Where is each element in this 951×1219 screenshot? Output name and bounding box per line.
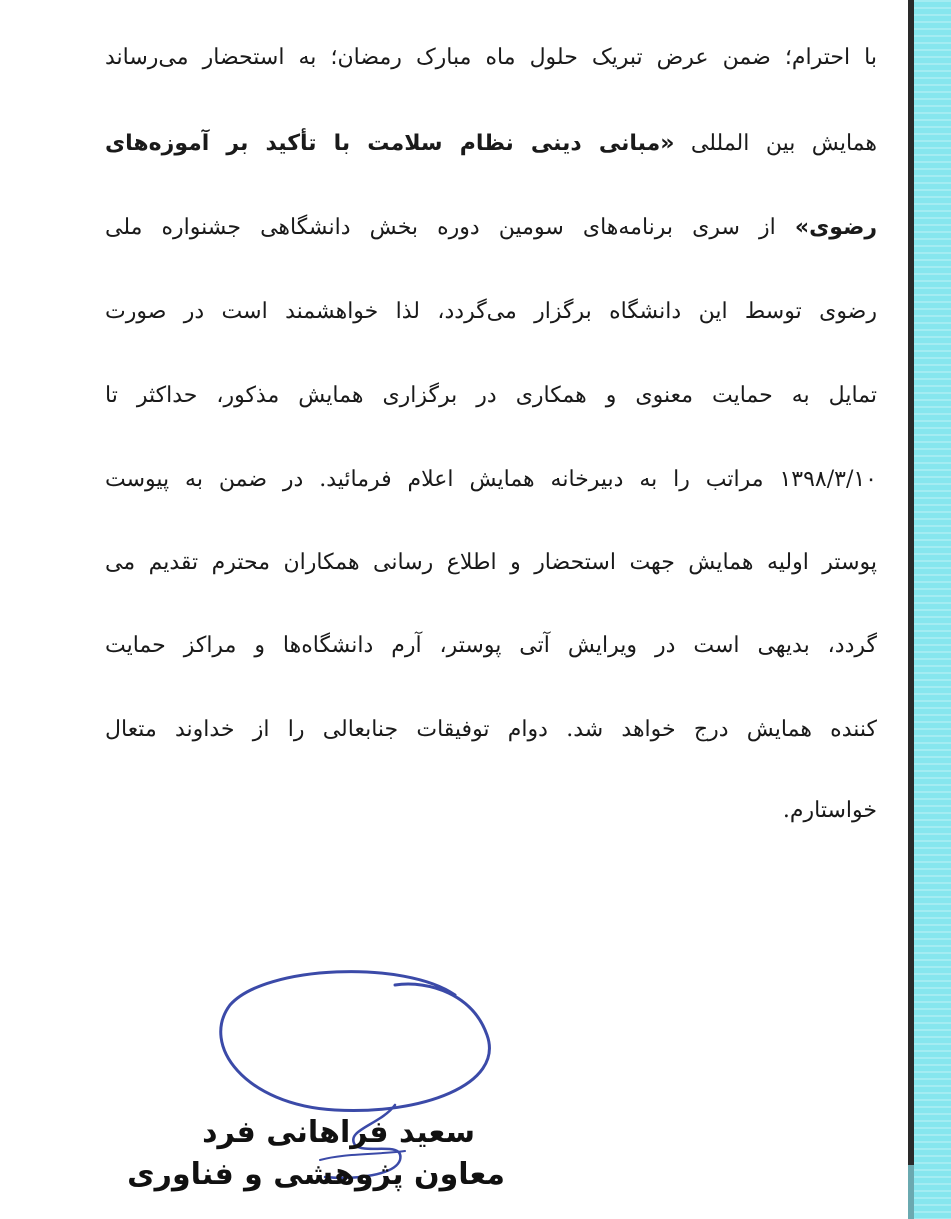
letter-line-3 (105, 208, 877, 248)
letter-line-4: رضوی توسط این دانشگاه برگزار می‌گردد، لذا خواهشمند است در صورت (105, 299, 877, 324)
letter-line-6: ۱۳۹۸/۳/۱۰ مراتب را به دبیرخانه همایش اعلام فرمائید. در ضمن به پیوست (105, 467, 877, 492)
side-decorative-band (914, 0, 951, 1219)
letter-line-2 (105, 124, 877, 164)
letter-line-1: با احترام؛ ضمن عرض تبریک حلول ماه مبارک رمضان؛ به استحضار می‌رساند (105, 45, 877, 70)
conference-title-part-1: «مبانی دینی نظام سلامت با تأکید بر آموزه‌های (105, 131, 675, 156)
letter-line-10: خواستارم. (782, 798, 877, 823)
conference-title-part-2: رضوی» (794, 215, 877, 240)
letter-line-2-prefix: همایش بین المللی (690, 131, 878, 156)
letter-line-7: پوستر اولیه همایش جهت استحضار و اطلاع رسانی همکاران محترم تقدیم می (105, 550, 877, 575)
signatory-name: سعید فراهانی فرد (202, 1115, 475, 1150)
letter-line-8: گردد، بدیهی است در ویرایش آتی پوستر، آرم دانشگاه‌ها و مراکز حمایت (105, 633, 877, 658)
letter-line-3-rest: از سری برنامه‌های سومین دوره بخش دانشگاهی جشنواره ملی (105, 215, 776, 240)
letter-line-9: کننده همایش درج خواهد شد. دوام توفیقات جنابعالی را از خداوند متعال (105, 717, 877, 742)
signatory-title: معاون پژوهشی و فناوری (127, 1157, 505, 1192)
letter-line-5: تمایل به حمایت معنوی و همکاری در برگزاری همایش مذکور، حداکثر تا (105, 383, 877, 408)
signature-block (127, 965, 505, 1205)
